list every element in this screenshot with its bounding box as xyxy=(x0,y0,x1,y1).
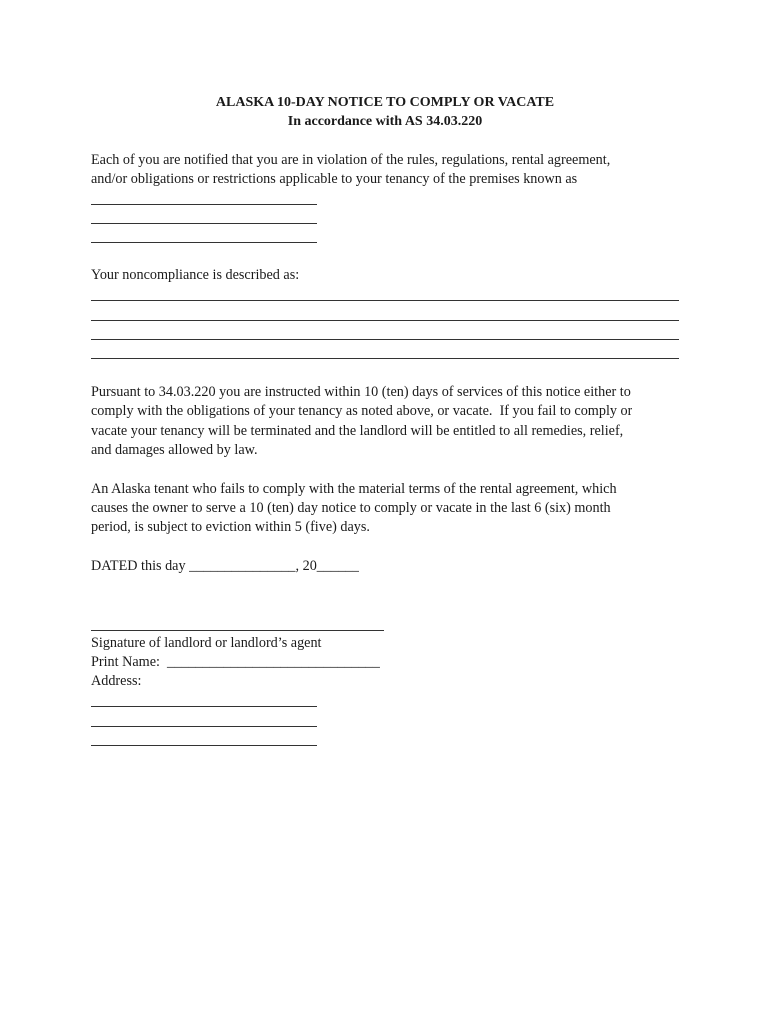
pursuant-line-3: vacate your tenancy will be terminated and the landlord will be entitled to all remedies, relief, xyxy=(91,423,624,439)
noncompliance-blank-line-4[interactable] xyxy=(91,358,679,359)
premises-blank-line-3[interactable] xyxy=(91,242,317,243)
address-label: Address: xyxy=(91,673,142,689)
noncompliance-blank-line-3[interactable] xyxy=(91,339,679,340)
dated-line: DATED this day _______________, 20______ xyxy=(91,558,360,574)
noncompliance-blank-line-1[interactable] xyxy=(91,300,679,301)
intro-line-2: and/or obligations or restrictions applicable to your tenancy of the premises known as xyxy=(91,171,578,187)
premises-blank-line-1[interactable] xyxy=(91,204,317,205)
signature-blank-line[interactable] xyxy=(91,630,384,631)
tenant-line-1: An Alaska tenant who fails to comply with the material terms of the rental agreement, which xyxy=(91,481,617,497)
address-blank-line-1[interactable] xyxy=(91,706,317,707)
noncompliance-blank-line-2[interactable] xyxy=(91,320,679,321)
pursuant-line-1: Pursuant to 34.03.220 you are instructed within 10 (ten) days of services of this notice either to xyxy=(91,384,631,400)
pursuant-line-4: and damages allowed by law. xyxy=(91,442,258,458)
tenant-line-2: causes the owner to serve a 10 (ten) day notice to comply or vacate in the last 6 (six) month xyxy=(91,500,611,516)
tenant-line-3: period, is subject to eviction within 5 (five) days. xyxy=(91,519,370,535)
address-blank-line-2[interactable] xyxy=(91,726,317,727)
document-title: ALASKA 10-DAY NOTICE TO COMPLY OR VACATE xyxy=(215,95,555,110)
premises-blank-line-2[interactable] xyxy=(91,223,317,224)
print-name-line: Print Name: ______________________________ xyxy=(91,654,380,670)
intro-line-1: Each of you are notified that you are in violation of the rules, regulations, rental agreement, xyxy=(91,152,611,168)
address-blank-line-3[interactable] xyxy=(91,745,317,746)
signature-label: Signature of landlord or landlord’s agent xyxy=(91,635,322,651)
pursuant-line-2: comply with the obligations of your tenancy as noted above, or vacate. If you fail to comply or xyxy=(91,403,633,419)
noncompliance-label: Your noncompliance is described as: xyxy=(91,267,300,283)
title-block xyxy=(0,93,770,131)
document-subtitle: In accordance with AS 34.03.220 xyxy=(287,114,483,129)
